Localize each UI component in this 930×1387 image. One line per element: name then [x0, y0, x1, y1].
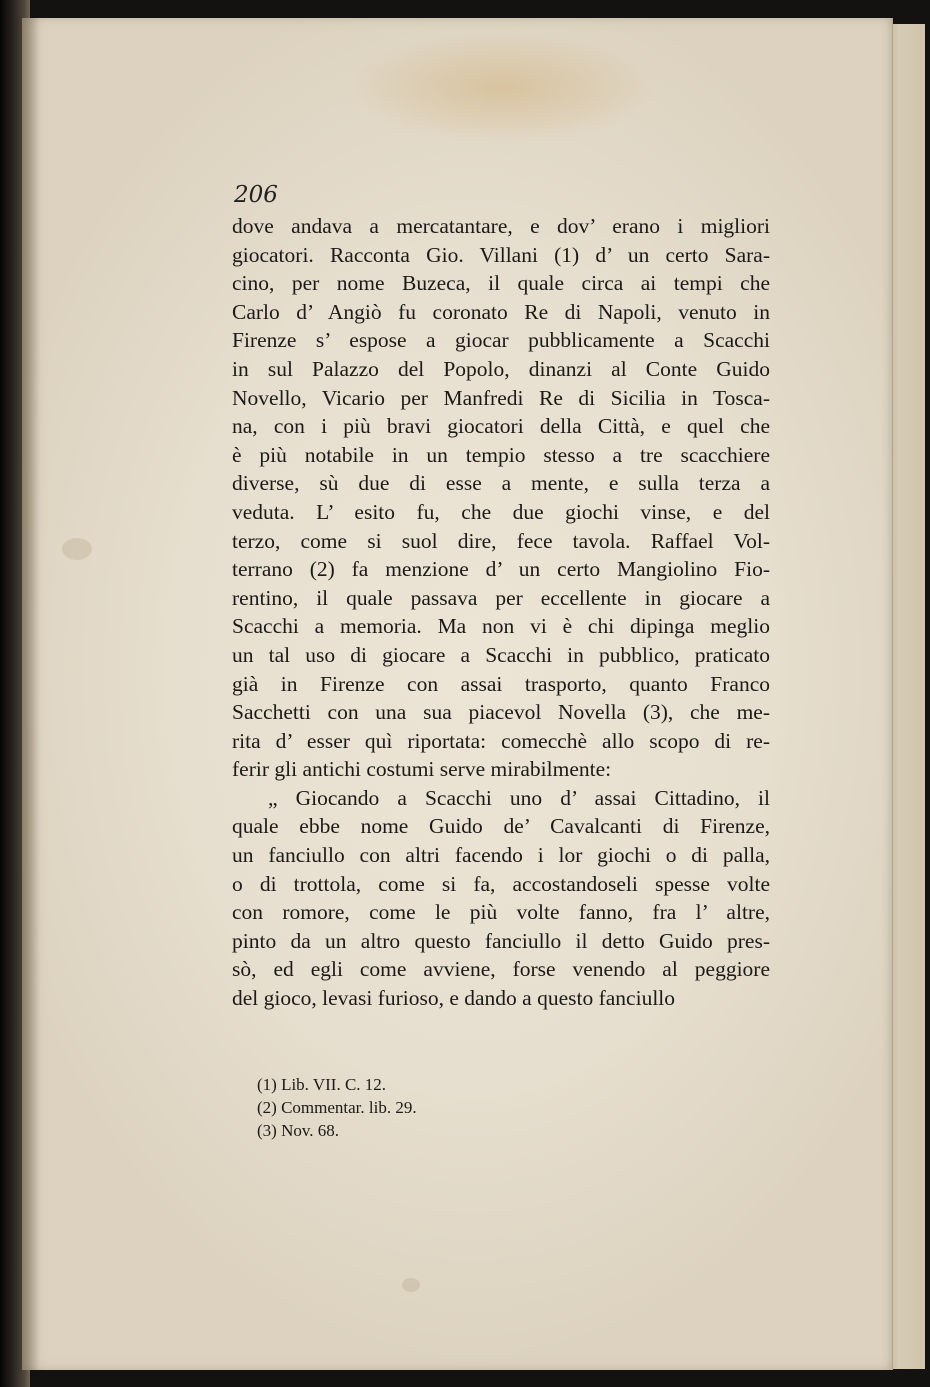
text-line: terrano (2) fa menzione d’ un certo Mangiolino Fio- — [232, 557, 770, 582]
text-line: cino, per nome Buzeca, il quale circa ai tempi che — [232, 271, 770, 296]
text-line: quale ebbe nome Guido de’ Cavalcanti di Firenze, — [232, 814, 770, 839]
text-line: diverse, sù due di esse a mente, e sulla terza a — [232, 471, 770, 496]
footnote: (2) Commentar. lib. 29. — [257, 1098, 417, 1117]
text-line: terzo, come si suol dire, fece tavola. Raffael Vol- — [232, 528, 770, 553]
text-line: con romore, come le più volte fanno, fra l’ altre, — [232, 900, 770, 925]
page-gutter-shadow — [22, 18, 40, 1370]
footnotes — [257, 1073, 417, 1142]
text-line: na, con i più bravi giocatori della Città, e quel che — [232, 414, 770, 439]
text-line: sò, ed egli come avviene, forse venendo al peggiore — [232, 957, 770, 982]
text-line: dove andava a mercatantare, e dov’ erano i migliori — [232, 214, 770, 238]
text-line: Scacchi a memoria. Ma non vi è chi dipinga meglio — [232, 614, 770, 639]
page-number: 206 — [234, 182, 278, 208]
text-line: rita d’ esser quì riportata: comecchè allo scopo di re- — [232, 728, 770, 753]
text-line: Novello, Vicario per Manfredi Re di Sicilia in Tosca- — [232, 385, 770, 410]
text-line: „ Giocando a Scacchi uno d’ assai Cittadino, il — [268, 785, 770, 810]
text-line: Sacchetti con una sua piacevol Novella (3), che me- — [232, 700, 770, 725]
text-line: pinto da un altro questo fanciullo il detto Guido pres- — [232, 928, 770, 953]
text-line: in sul Palazzo del Popolo, dinanzi al Conte Guido — [232, 356, 770, 381]
text-line: veduta. L’ esito fu, che due giochi vinse, e del — [232, 499, 770, 524]
body-text — [232, 212, 770, 1013]
footnote: (3) Nov. 68. — [257, 1121, 339, 1140]
text-line: Carlo d’ Angiò fu coronato Re di Napoli, venuto in — [232, 299, 770, 324]
page-sheet — [22, 18, 893, 1370]
text-line: un tal uso di giocare a Scacchi in pubblico, praticato — [232, 642, 770, 667]
text-line: del gioco, levasi furioso, e dando a questo fanciullo — [232, 986, 676, 1011]
paper-stain — [62, 538, 92, 560]
text-line: rentino, il quale passava per eccellente in giocare a — [232, 585, 770, 610]
paper-stain — [402, 1278, 420, 1292]
text-line: è più notabile in un tempio stesso a tre scacchiere — [232, 442, 770, 467]
text-line: già in Firenze con assai trasporto, quanto Franco — [232, 671, 770, 696]
text-line: ferir gli antichi costumi serve mirabilmente: — [232, 757, 612, 782]
text-line: o di trottola, come si fa, accostandoseli spesse volte — [232, 871, 770, 896]
text-line: Firenze s’ espose a giocar pubblicamente a Scacchi — [232, 328, 770, 353]
text-line: un fanciullo con altri facendo i lor giochi o di palla, — [232, 843, 770, 868]
text-line: giocatori. Racconta Gio. Villani (1) d’ un certo Sara- — [232, 242, 770, 267]
footnote: (1) Lib. VII. C. 12. — [257, 1075, 387, 1094]
